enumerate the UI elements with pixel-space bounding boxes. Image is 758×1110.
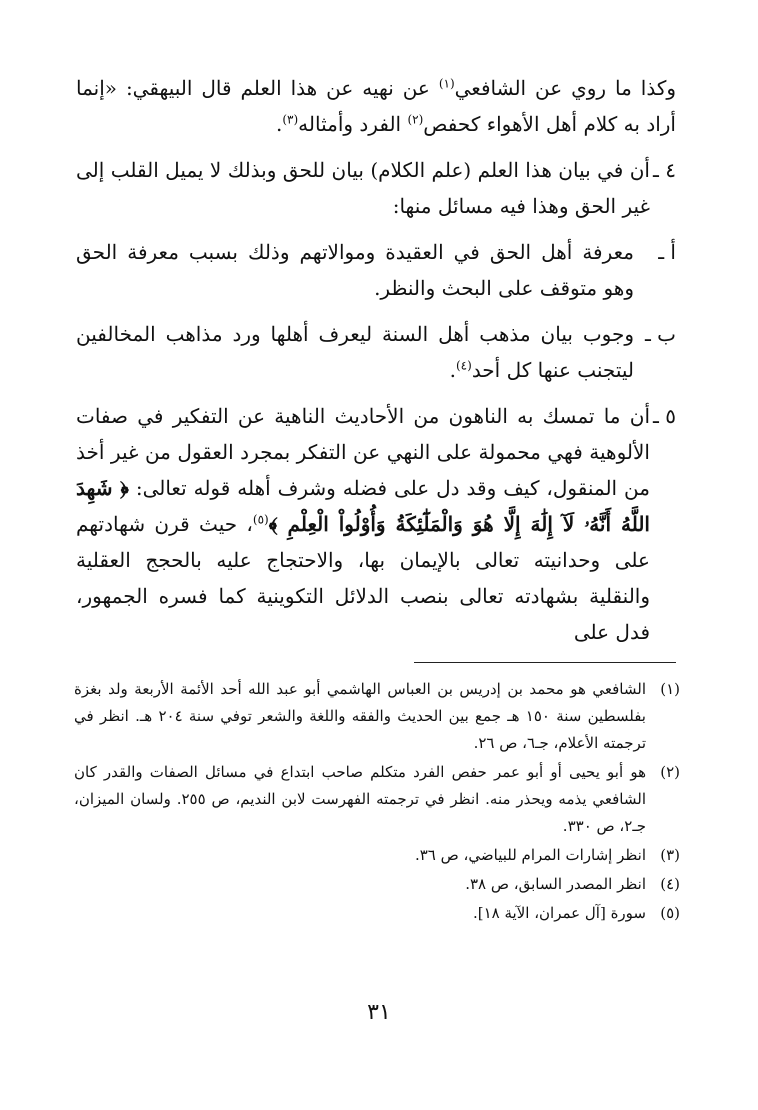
item-4a-text: معرفة أهل الحق في العقيدة وموالاتهم وذلك بسبب معرفة الحق وهو متوقف على البحث والنظر. (76, 240, 634, 300)
intro-text-2: عن نهيه عن هذا العلم قال البيهقي: «إنما أراد به كلام أهل الأهواء كحفص (76, 76, 676, 136)
footnote-ref-4[interactable]: (٤) (455, 358, 472, 373)
item-4b (76, 316, 676, 388)
item-4b-number: ب ـ (644, 322, 676, 346)
footnote-text: الشافعي هو محمد بن إدريس بن العباس الهاشمي أبو عبد الله أحد الأئمة الأربعة ولد بغزة بفلسطين سنة ١٥٠ هـ جمع بين الحديث والفقه واللغة والشعر توفي سنة ٢٠٤ هـ. انظر في ترجمته الأعلام، جـ٦، ص ٢٦. (74, 680, 646, 752)
footnote-text: انظر المصدر السابق، ص ٣٨. (465, 875, 646, 893)
item-5-text-2: ، حيث قرن شهادتهم على وحدانيته تعالى بالإيمان بها، والاحتجاج عليه بالحجج العقلية والنقلية بشهادته تعالى بنصب الدلائل التكوينية كما فسره الجمهور، فدل على (76, 512, 650, 644)
item-5-text-1: أن ما تمسك به الناهون من الأحاديث الناهية عن التفكير في صفات الألوهية فهي محمولة على النهي عن التفكر بمجرد العقول من غير أخذ من المنقول، كيف وقد دل على فضله وشرف أهله قوله تعالى: (76, 404, 650, 500)
item-4 (76, 152, 676, 224)
footnote-3 (74, 842, 680, 869)
footnote-divider (414, 662, 676, 663)
intro-text-3: الفرد وأمثاله (298, 112, 408, 136)
item-4b-end: . (449, 358, 456, 382)
footnote-1 (74, 676, 680, 757)
item-5 (76, 398, 676, 650)
footnote-5 (74, 900, 680, 927)
footnote-ref-2[interactable]: (٢) (407, 112, 424, 127)
main-text (76, 70, 676, 660)
footnote-ref-1[interactable]: (١) (438, 76, 455, 91)
footnote-2 (74, 759, 680, 840)
footnote-number: (٤) (660, 875, 680, 893)
footnote-number: (٣) (660, 846, 680, 864)
footnote-number: (٥) (660, 904, 680, 922)
item-4a (76, 234, 676, 306)
footnotes (74, 676, 680, 929)
intro-paragraph (76, 70, 676, 142)
footnote-ref-5[interactable]: (٥) (252, 512, 269, 527)
item-4a-number: أ ـ (658, 240, 676, 264)
intro-text-4: . (275, 112, 283, 136)
footnote-text: انظر إشارات المرام للبياضي، ص ٣٦. (414, 846, 646, 864)
item-4-number: ٤ ـ (653, 158, 676, 182)
intro-text-1: وكذا ما روي عن الشافعي (454, 76, 676, 100)
quran-verse: ﴿ شَهِدَ اللَّهُ أَنَّهُۥ لَآ إِلَٰهَ إِلَّا هُوَ وَالْمَلَٰٓئِكَةُ وَأُوْلُواْ الْعِلْمِ ﴾ (76, 476, 650, 536)
item-4b-text: وجوب بيان مذهب أهل السنة ليعرف أهلها ورد مذاهب المخالفين ليتجنب عنها كل أحد (76, 322, 634, 382)
footnote-number: (٢) (660, 763, 680, 781)
footnote-4 (74, 871, 680, 898)
footnote-ref-3[interactable]: (٣) (282, 112, 299, 127)
footnote-number: (١) (660, 680, 680, 698)
footnote-text: هو أبو يحيى أو أبو عمر حفص الفرد متكلم صاحب ابتداع في مسائل الصفات والقدر كان الشافعي يذمه ويحذر منه. انظر في ترجمته الفهرست لابن النديم، ص ٢٥٥. ولسان الميزان، جـ٢، ص ٣٣٠. (74, 763, 646, 835)
footnote-text: سورة [آل عمران، الآية ١٨]. (472, 904, 646, 922)
item-4-text: أن في بيان هذا العلم (علم الكلام) بيان للحق وبذلك لا يميل القلب إلى غير الحق وهذا فيه مسائل منها: (76, 158, 650, 218)
item-5-number: ٥ ـ (653, 404, 676, 428)
page-number: ٣١ (367, 1000, 391, 1025)
